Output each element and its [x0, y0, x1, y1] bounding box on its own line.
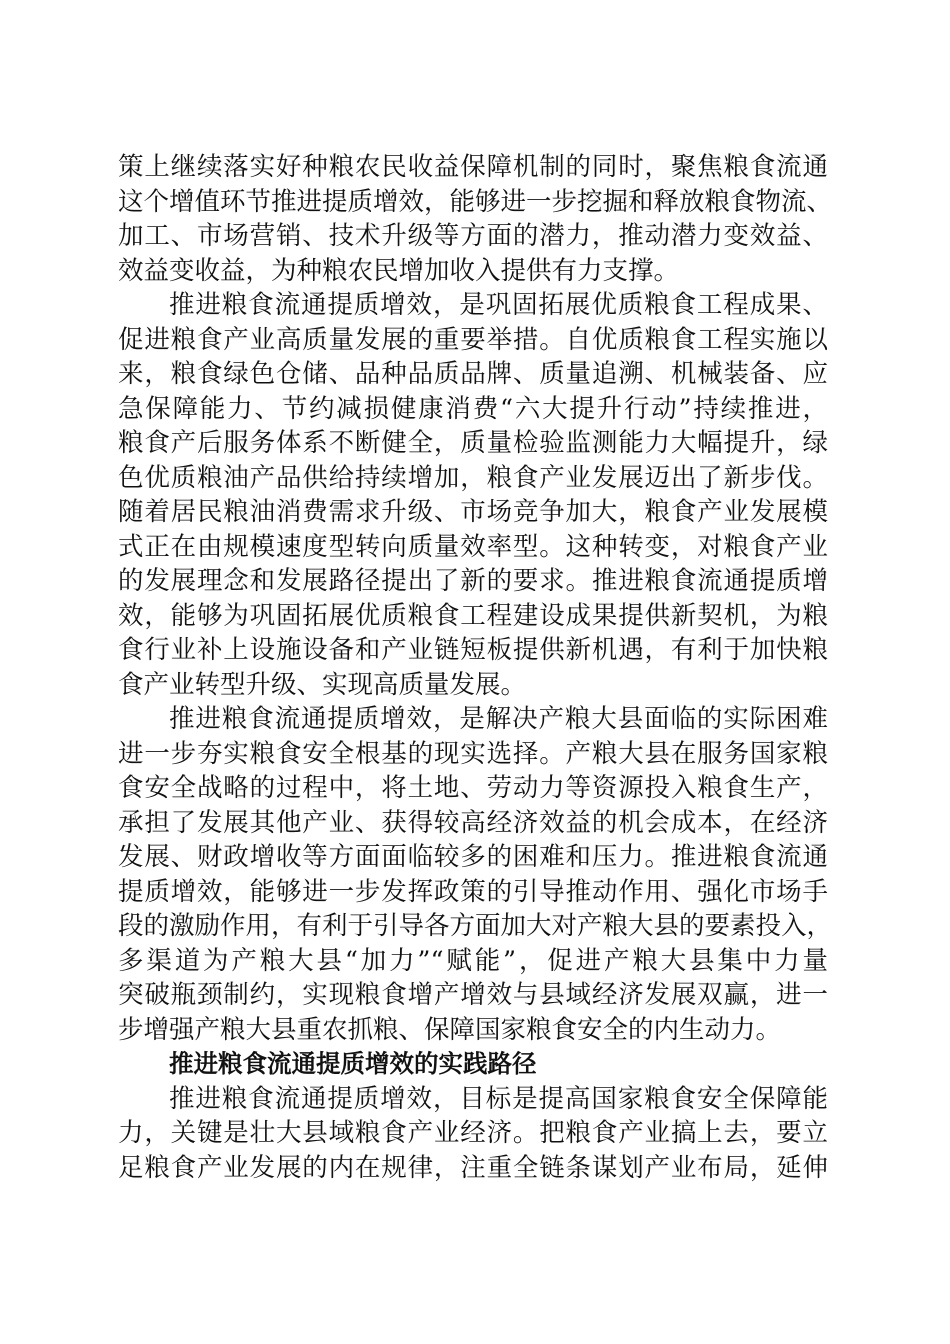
text-line: 步增强产粮大县重农抓粮、保障国家粮食安全的内生动力。	[118, 1014, 782, 1045]
text-line: 足粮食产业发展的内在规律，注重全链条谋划产业布局，延伸	[118, 1152, 828, 1183]
text-line: 突破瓶颈制约，实现粮食增产增效与县域经济发展双赢，进一	[118, 980, 828, 1010]
text-line: 来，粮食绿色仓储、品种品质品牌、质量追溯、机械装备、应	[118, 359, 828, 389]
text-line: 进一步夯实粮食安全根基的现实选择。产粮大县在服务国家粮	[118, 738, 828, 769]
section-heading: 推进粮食流通提质增效的实践路径	[169, 1049, 537, 1078]
paragraph-practice-path	[118, 1082, 828, 1186]
text-line: 推进粮食流通提质增效，目标是提高国家粮食安全保障能	[169, 1083, 828, 1114]
text-line: 发展、财政增收等方面面临较多的困难和压力。推进粮食流通	[118, 842, 828, 872]
text-line: 承担了发展其他产业、获得较高经济效益的机会成本，在经济	[118, 807, 828, 838]
intro-paragraph	[118, 150, 833, 288]
text-line: 推进粮食流通提质增效，是解决产粮大县面临的实际困难	[169, 704, 828, 734]
text-line: 段的激励作用，有利于引导各方面加大对产粮大县的要素投入，	[118, 911, 833, 941]
text-line: 加工、市场营销、技术升级等方面的潜力，推动潜力变效益、	[118, 221, 828, 251]
text-line: 急保障能力、节约减损健康消费“六大提升行动”持续推进，	[118, 393, 828, 424]
text-line: 效，能够为巩固拓展优质粮食工程建设成果提供新契机，为粮	[118, 600, 828, 631]
text-line: 推进粮食流通提质增效，是巩固拓展优质粮食工程成果、	[169, 290, 828, 320]
text-line: 提质增效，能够进一步发挥政策的引导推动作用、强化市场手	[118, 876, 828, 907]
paragraph-grain-producing-counties	[118, 702, 833, 1047]
paragraph-optimized-grain-project	[118, 288, 828, 702]
text-line: 食行业补上设施设备和产业链短板提供新机遇，有利于加快粮	[118, 635, 828, 665]
text-line: 效益变收益，为种粮农民增加收入提供有力支撑。	[118, 255, 680, 286]
text-line: 色优质粮油产品供给持续增加，粮食产业发展迈出了新步伐。	[118, 462, 828, 493]
text-line: 策上继续落实好种粮农民收益保障机制的同时，聚焦粮食流通	[118, 152, 828, 182]
text-line: 随着居民粮油消费需求升级、市场竞争加大，粮食产业发展模	[118, 497, 828, 527]
text-line: 多渠道为产粮大县“加力”“赋能”，促进产粮大县集中力量	[118, 945, 828, 976]
text-line: 食产业转型升级、实现高质量发展。	[118, 669, 527, 700]
document-body	[118, 150, 833, 1185]
text-line: 这个增值环节推进提质增效，能够进一步挖掘和释放粮食物流、	[118, 186, 833, 217]
text-line: 的发展理念和发展路径提出了新的要求。推进粮食流通提质增	[118, 566, 828, 596]
text-line: 粮食产后服务体系不断健全，质量检验监测能力大幅提升，绿	[118, 428, 828, 458]
text-line: 促进粮食产业高质量发展的重要举措。自优质粮食工程实施以	[118, 324, 828, 355]
text-line: 力，关键是壮大县域粮食产业经济。把粮食产业搞上去，要立	[118, 1118, 828, 1148]
text-line: 式正在由规模速度型转向质量效率型。这种转变，对粮食产业	[118, 531, 828, 562]
text-line: 食安全战略的过程中，将土地、劳动力等资源投入粮食生产，	[118, 773, 828, 803]
